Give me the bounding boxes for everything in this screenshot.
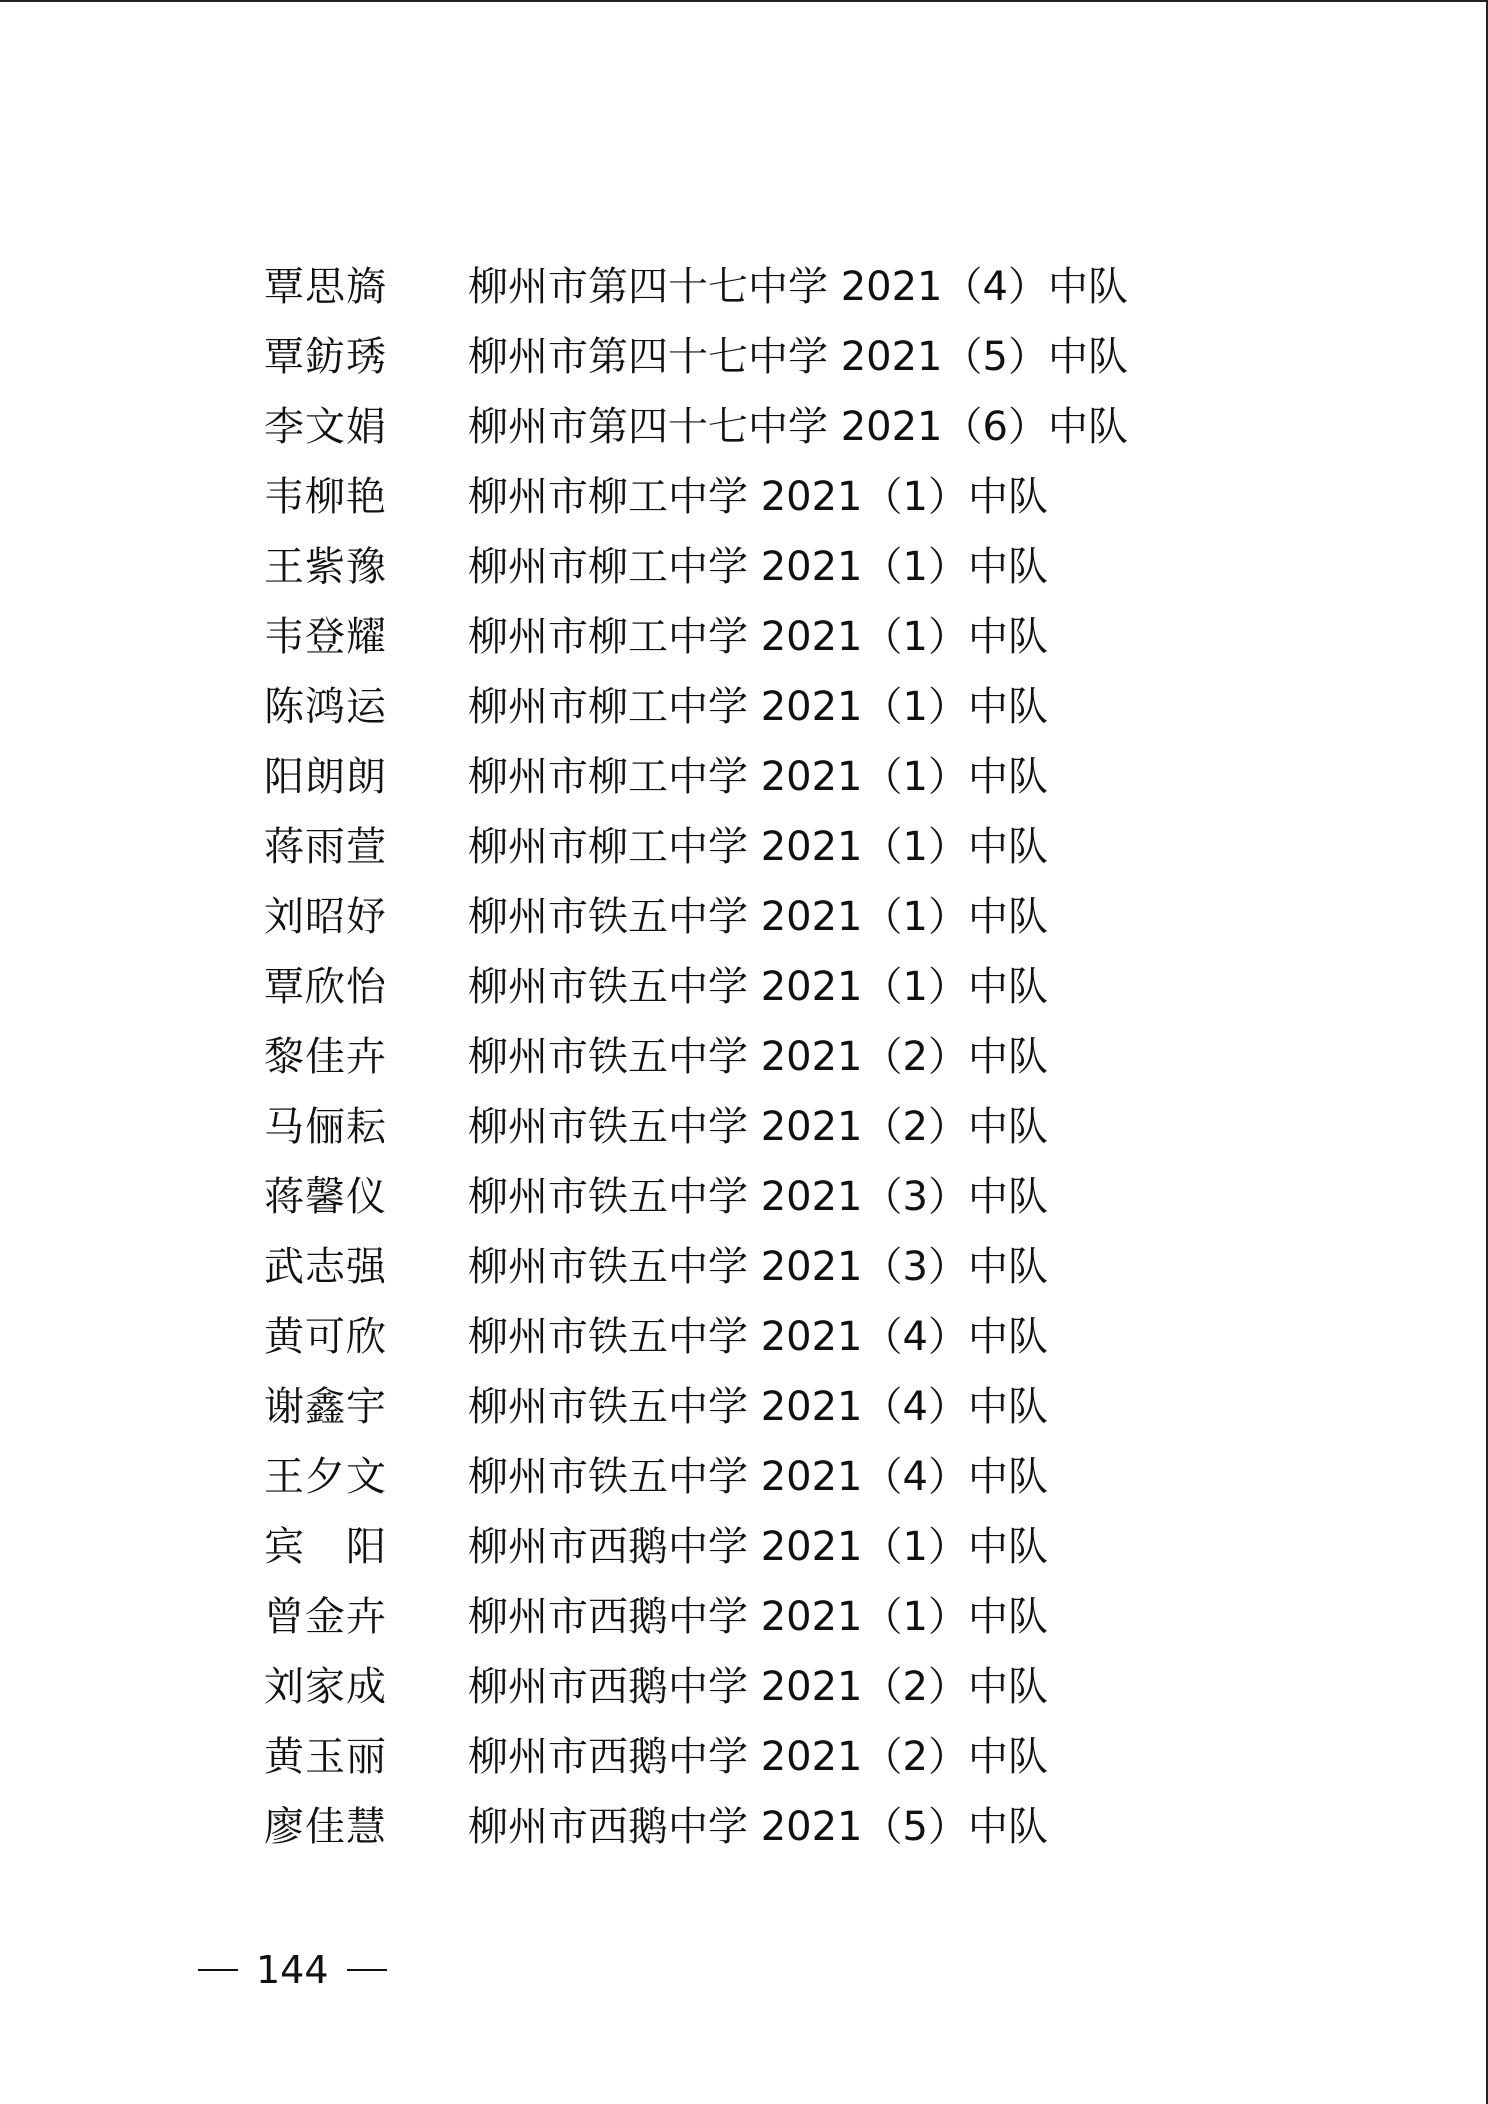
person-name: 马俪耘 — [264, 1104, 387, 1150]
person-name: 李文娟 — [264, 404, 387, 450]
person-name: 韦登耀 — [264, 614, 387, 660]
unit-name: 柳州市柳工中学 2021（1）中队 — [468, 614, 1048, 660]
unit-name: 柳州市西鹅中学 2021（5）中队 — [468, 1804, 1048, 1850]
unit-name: 柳州市西鹅中学 2021（2）中队 — [468, 1734, 1048, 1780]
person-name: 蒋雨萱 — [264, 824, 387, 870]
list-item — [264, 392, 1264, 462]
list-item — [264, 1582, 1264, 1652]
person-name: 刘家成 — [264, 1664, 387, 1710]
person-name: 覃思旖 — [264, 264, 387, 310]
person-name: 武志强 — [264, 1244, 387, 1290]
list-item — [264, 882, 1264, 952]
list-item — [264, 1372, 1264, 1442]
person-name: 覃鈁琇 — [264, 334, 387, 380]
unit-name: 柳州市铁五中学 2021（1）中队 — [468, 964, 1048, 1010]
unit-name: 柳州市柳工中学 2021（1）中队 — [468, 824, 1048, 870]
unit-name: 柳州市西鹅中学 2021（1）中队 — [468, 1594, 1048, 1640]
person-name: 廖佳慧 — [264, 1804, 387, 1850]
name-list — [264, 252, 1264, 1862]
person-name: 谢鑫宇 — [264, 1384, 387, 1430]
page-frame-top — [0, 0, 1488, 2]
left-dash — [198, 1969, 238, 1971]
person-name: 黄可欣 — [264, 1314, 387, 1360]
list-item — [264, 1232, 1264, 1302]
list-item — [264, 1652, 1264, 1722]
list-item — [264, 952, 1264, 1022]
page-number: 144 — [256, 1948, 329, 1992]
unit-name: 柳州市铁五中学 2021（3）中队 — [468, 1244, 1048, 1290]
unit-name: 柳州市第四十七中学 2021（6）中队 — [468, 404, 1128, 450]
person-name: 陈鸿运 — [264, 684, 387, 730]
unit-name: 柳州市铁五中学 2021（4）中队 — [468, 1384, 1048, 1430]
unit-name: 柳州市柳工中学 2021（1）中队 — [468, 684, 1048, 730]
person-name: 刘昭妤 — [264, 894, 387, 940]
person-name: 阳朗朗 — [264, 754, 387, 800]
person-name: 宾 阳 — [264, 1524, 387, 1570]
unit-name: 柳州市第四十七中学 2021（4）中队 — [468, 264, 1128, 310]
list-item — [264, 1512, 1264, 1582]
person-name: 王夕文 — [264, 1454, 387, 1500]
list-item — [264, 532, 1264, 602]
person-name: 黎佳卉 — [264, 1034, 387, 1080]
unit-name: 柳州市铁五中学 2021（2）中队 — [468, 1034, 1048, 1080]
list-item — [264, 742, 1264, 812]
person-name: 蒋馨仪 — [264, 1174, 387, 1220]
person-name: 曾金卉 — [264, 1594, 387, 1640]
person-name: 黄玉丽 — [264, 1734, 387, 1780]
list-item — [264, 602, 1264, 672]
unit-name: 柳州市柳工中学 2021（1）中队 — [468, 754, 1048, 800]
right-dash — [347, 1969, 387, 1971]
list-item — [264, 322, 1264, 392]
list-item — [264, 672, 1264, 742]
person-name: 韦柳艳 — [264, 474, 387, 520]
list-item — [264, 1442, 1264, 1512]
person-name: 覃欣怡 — [264, 964, 387, 1010]
list-item — [264, 1722, 1264, 1792]
page-footer — [198, 1944, 387, 1996]
unit-name: 柳州市铁五中学 2021（3）中队 — [468, 1174, 1048, 1220]
unit-name: 柳州市柳工中学 2021（1）中队 — [468, 474, 1048, 520]
list-item — [264, 1302, 1264, 1372]
unit-name: 柳州市铁五中学 2021（2）中队 — [468, 1104, 1048, 1150]
list-item — [264, 812, 1264, 882]
list-item — [264, 1092, 1264, 1162]
unit-name: 柳州市铁五中学 2021（4）中队 — [468, 1454, 1048, 1500]
list-item — [264, 252, 1264, 322]
list-item — [264, 1162, 1264, 1232]
unit-name: 柳州市柳工中学 2021（1）中队 — [468, 544, 1048, 590]
unit-name: 柳州市铁五中学 2021（4）中队 — [468, 1314, 1048, 1360]
unit-name: 柳州市西鹅中学 2021（1）中队 — [468, 1524, 1048, 1570]
unit-name: 柳州市第四十七中学 2021（5）中队 — [468, 334, 1128, 380]
list-item — [264, 1022, 1264, 1092]
list-item — [264, 462, 1264, 532]
person-name: 王紫豫 — [264, 544, 387, 590]
list-item — [264, 1792, 1264, 1862]
unit-name: 柳州市铁五中学 2021（1）中队 — [468, 894, 1048, 940]
unit-name: 柳州市西鹅中学 2021（2）中队 — [468, 1664, 1048, 1710]
